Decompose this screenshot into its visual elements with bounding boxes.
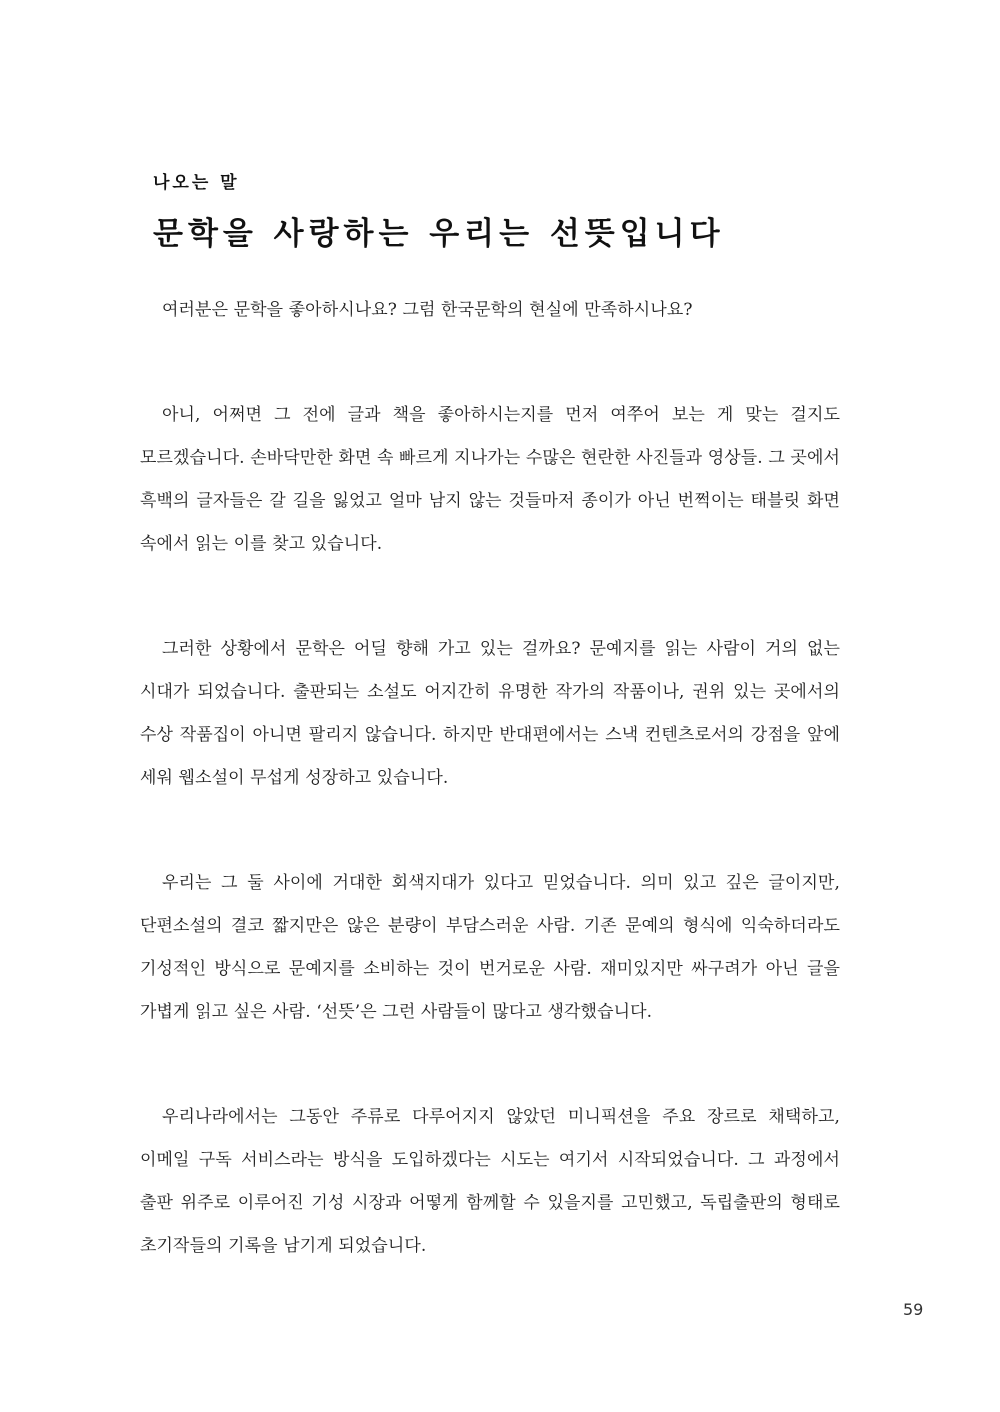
page-title: 문학을 사랑하는 우리는 선뜻입니다 xyxy=(153,216,725,252)
page-number: 59 xyxy=(903,1300,924,1319)
paragraph-2: 아니, 어쩌면 그 전에 글과 책을 좋아하시는지를 먼저 여쭈어 보는 게 맞는 걸지도 모르겠습니다. 손바닥만한 화면 속 빠르게 지나가는 수많은 현란한 사진들과 영상들. 그 곳에서 흑백의 글자들은 갈 길을 잃었고 얼마 남지 않는 것들마저 종이가 아닌 번쩍이는 태블릿 화면 속에서 읽는 이를 찾고 있습니다. xyxy=(140,405,840,554)
paragraph-4: 우리는 그 둘 사이에 거대한 회색지대가 있다고 믿었습니다. 의미 있고 깊은 글이지만, 단편소설의 결코 짧지만은 않은 분량이 부담스러운 사람. 기존 문예의 형식에 익숙하더라도 기성적인 방식으로 문예지를 소비하는 것이 번거로운 사람. 재미있지만 싸구려가 아닌 글을 가볍게 읽고 싶은 사람. ‘선뜻’은 그런 사람들이 많다고 생각했습니다. xyxy=(140,873,840,1022)
section-label: 나오는 말 xyxy=(153,173,240,193)
paragraph-1: 여러분은 문학을 좋아하시나요? 그럼 한국문학의 현실에 만족하시나요? xyxy=(162,300,693,320)
paragraph-3: 그러한 상황에서 문학은 어딜 향해 가고 있는 걸까요? 문예지를 읽는 사람이 거의 없는 시대가 되었습니다. 출판되는 소설도 어지간히 유명한 작가의 작품이나, 권위 있는 곳에서의 수상 작품집이 아니면 팔리지 않습니다. 하지만 반대편에서는 스낵 컨텐츠로서의 강점을 앞에 세워 웹소설이 무섭게 성장하고 있습니다. xyxy=(140,639,840,788)
body-text xyxy=(140,289,840,1330)
paragraph-5: 우리나라에서는 그동안 주류로 다루어지지 않았던 미니픽션을 주요 장르로 채택하고, 이메일 구독 서비스라는 방식을 도입하겠다는 시도는 여기서 시작되었습니다. 그 과정에서 출판 위주로 이루어진 기성 시장과 어떻게 함께할 수 있을지를 고민했고, 독립출판의 형태로 초기작들의 기록을 남기게 되었습니다. xyxy=(140,1107,840,1256)
